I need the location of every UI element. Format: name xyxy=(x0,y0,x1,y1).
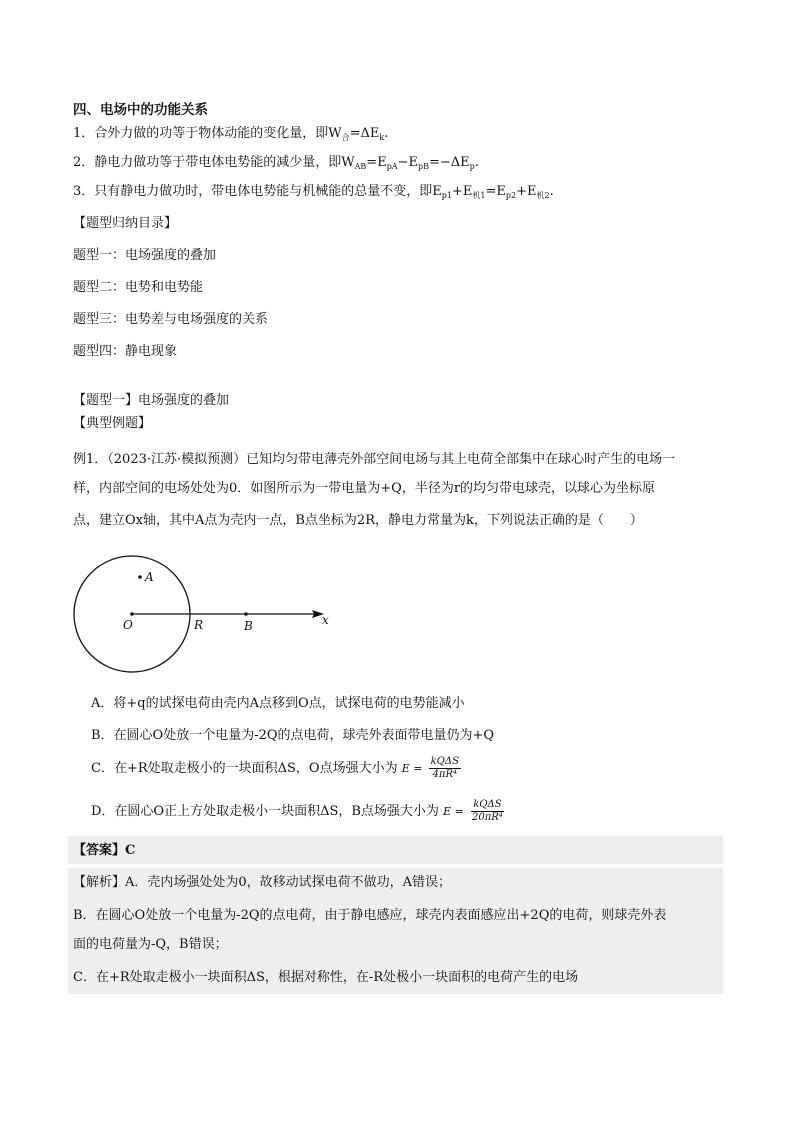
fraction-denominator: 4πR⁴ xyxy=(432,769,458,780)
option-c xyxy=(91,756,461,781)
fraction-numerator: kQΔS xyxy=(473,799,502,810)
item-text: 1．合外力做的功等于物体动能的变化量，即W xyxy=(73,126,342,141)
catalog-item: 题型三：电势差与电场强度的关系 xyxy=(73,312,269,327)
example-text-line: 点，建立Ox轴，其中A点为壳内一点，B点坐标为2R，静电力常量为k，下列说法正确的是（ ） xyxy=(73,513,643,528)
section-title: 四、电场中的功能关系 xyxy=(73,102,208,118)
option-a: A．将+q的试探电荷由壳内A点移到O点，试探电荷的电势能减小 xyxy=(91,696,465,711)
examples-title: 【典型例题】 xyxy=(73,416,152,431)
analysis-line: 【解析】A．壳内场强处处为0，故移动试探电荷不做功，A错误； xyxy=(73,875,452,890)
catalog-title: 【题型归纳目录】 xyxy=(73,216,178,231)
option-d xyxy=(91,799,505,824)
label-r: R xyxy=(194,618,204,632)
analysis-line: C．在+R处取走极小一块面积ΔS，根据对称性，在-R处极小一块面积的电荷产生的电场 xyxy=(73,970,579,985)
analysis-line: 面的电荷量为-Q，B错误； xyxy=(73,937,228,952)
fraction-denominator: 20πR⁴ xyxy=(471,812,503,823)
answer-line: 【答案】C xyxy=(73,843,136,858)
label-o: O xyxy=(123,618,133,632)
label-b: B xyxy=(244,619,253,633)
catalog-item: 题型一：电场强度的叠加 xyxy=(73,248,217,263)
catalog-item: 题型四：静电现象 xyxy=(73,344,178,359)
figure-sphere xyxy=(70,550,350,680)
example-text-line: 例1．（2023·江苏·模拟预测）已知均匀带电薄壳外部空间电场与其上电荷全部集中在球心时产生的电场一 xyxy=(73,452,676,467)
list-item: 2．静电力做功等于带电体电势能的减少量，即$W_{AB}=E_{pA}-E_{pB}=-\Delta E_p$. xyxy=(73,155,479,171)
point-b xyxy=(244,612,248,616)
formula-e: E = xyxy=(401,762,423,775)
option-d-text: D．在圆心O正上方处取走极小一块面积ΔS，B点场强大小为 xyxy=(91,804,439,819)
item-text: 3．只有静电力做功时，带电体电势能与机械能的总量不变，即E xyxy=(73,184,442,199)
fraction-numerator: kQΔS xyxy=(430,756,459,767)
formula-fraction xyxy=(470,799,505,824)
label-a: A xyxy=(145,570,154,584)
point-a xyxy=(138,575,142,579)
option-b: B．在圆心O处放一个电量为-2Q的点电荷，球壳外表面带电量仍为+Q xyxy=(91,728,495,743)
label-x: x xyxy=(322,613,329,627)
option-c-text: C．在+R处取走极小的一块面积ΔS，O点场强大小为 xyxy=(91,761,398,776)
list-item: 1．合外力做的功等于物体动能的变化量，即$W_合=\Delta E_k$. xyxy=(73,126,389,142)
analysis-line: B．在圆心O处放一个电量为-2Q的点电荷，由于静电感应，球壳内表面感应出+2Q的电荷，则球壳外表 xyxy=(73,908,667,923)
formula-e: E = xyxy=(443,805,464,818)
formula-fraction xyxy=(429,756,461,781)
type-title: 【题型一】电场强度的叠加 xyxy=(73,393,230,408)
list-item: 3．只有静电力做功时，带电体电势能与机械能的总量不变，即$E_{p1}+E_{机1}=E_{p2}+E_{机2}$. xyxy=(73,184,554,200)
example-text-line: 样，内部空间的电场处处为0．如图所示为一带电量为+Q，半径为r的均匀带电球壳，以球心为坐标原 xyxy=(73,481,656,496)
catalog-item: 题型二：电势和电势能 xyxy=(73,280,204,295)
answer-shade xyxy=(68,836,723,864)
item-text: 2．静电力做功等于带电体电势能的减少量，即W xyxy=(73,155,355,170)
point-o xyxy=(130,612,134,616)
